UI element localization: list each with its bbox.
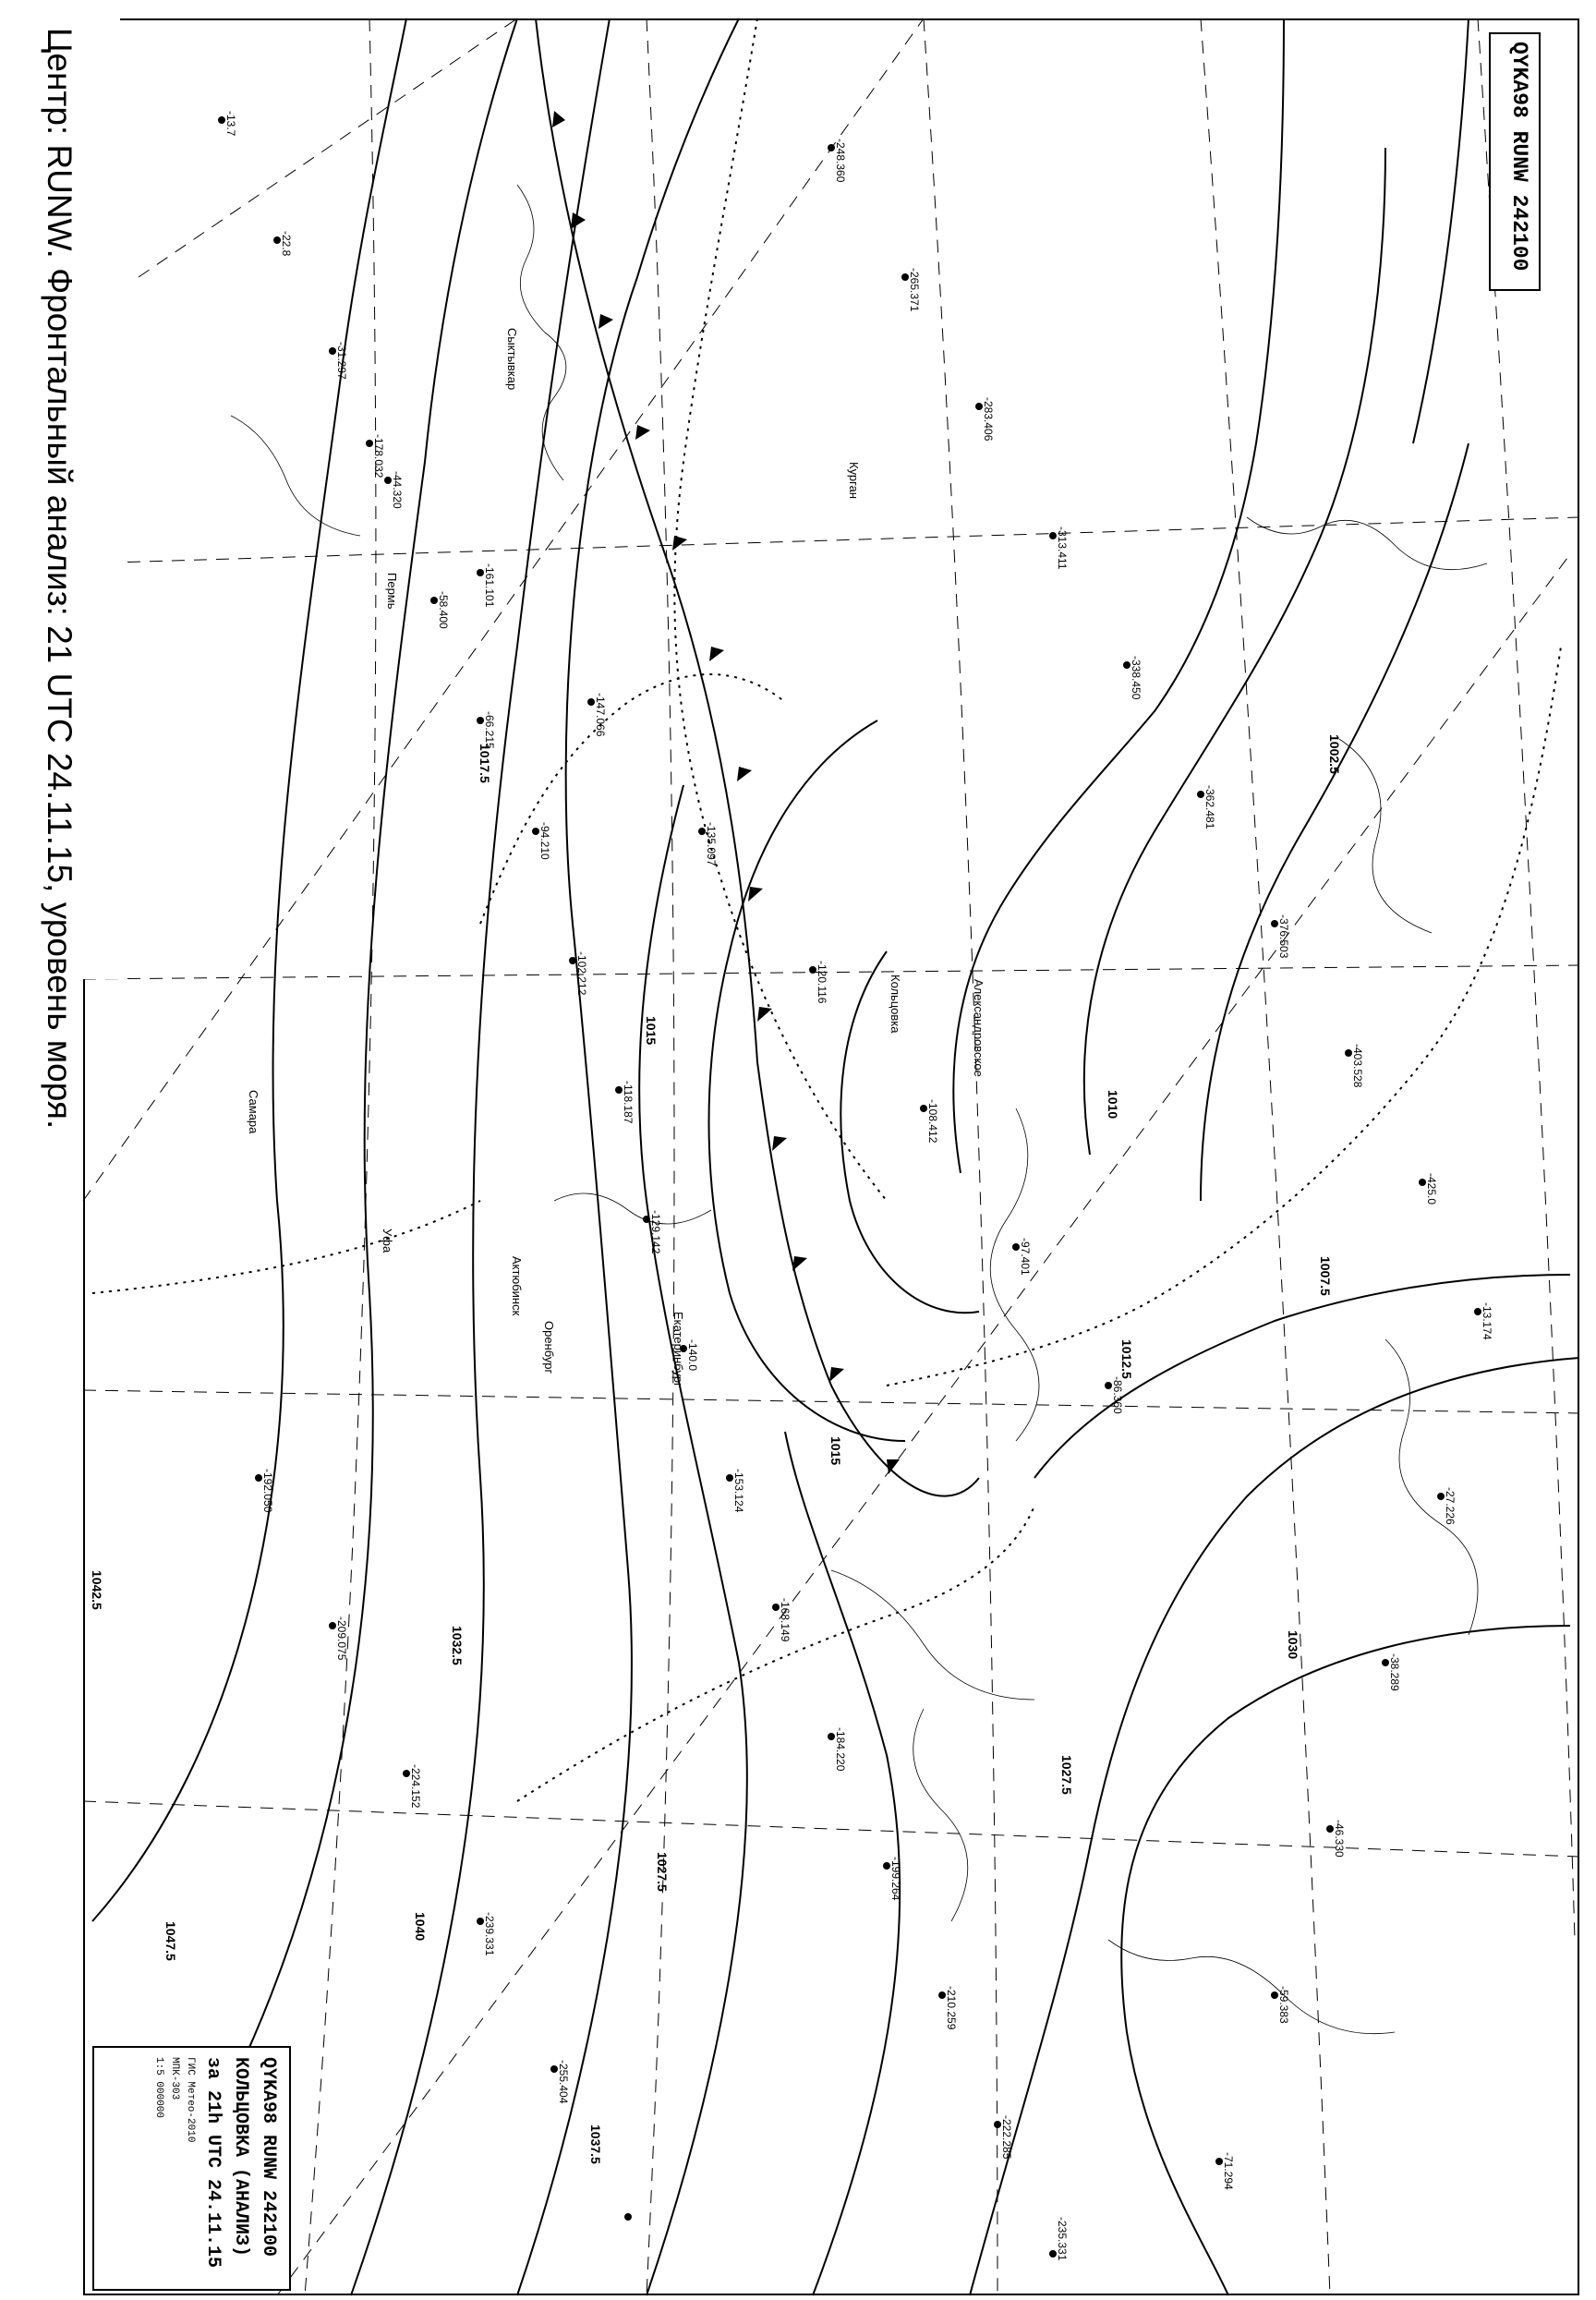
obs-value: -235.331 — [1056, 2217, 1069, 2261]
place-label: Сыктывкар — [505, 328, 519, 391]
obs-value: -362.481 — [1203, 785, 1216, 829]
obs-value: -184.220 — [834, 1727, 847, 1772]
obs-value: -239.331 — [483, 1912, 496, 1956]
obs-value: -59.383 — [1277, 1986, 1290, 2024]
obs-value: -135.097 — [705, 822, 718, 866]
obs-value: -210.259 — [945, 1986, 958, 2030]
isobar-label: 1010 — [1106, 1090, 1120, 1120]
obs-value: -108.412 — [926, 1099, 939, 1144]
obs-value: -46.330 — [1333, 1820, 1346, 1858]
obs-value: -376.503 — [1277, 914, 1290, 959]
isobar-label: 1015 — [828, 1436, 843, 1466]
map-frame — [83, 18, 1579, 2295]
obs-value: -31.297 — [335, 342, 348, 380]
obs-value: -13.7 — [224, 111, 237, 137]
isobar-label: 1017.5 — [478, 744, 492, 783]
header-code-box — [1489, 32, 1541, 291]
obs-value: -313.411 — [1056, 527, 1069, 570]
obs-value: -153.124 — [732, 1469, 745, 1513]
isobar-label: 1027.5 — [1059, 1755, 1074, 1795]
obs-value: -140.0 — [686, 1339, 699, 1372]
isobar-label: 1040 — [413, 1912, 428, 1942]
isobar-label: 1030 — [1286, 1630, 1300, 1660]
place-label: Курган — [847, 462, 861, 500]
isobar-label: 1027.5 — [655, 1852, 670, 1892]
obs-value: -192.050 — [261, 1469, 274, 1513]
place-label: Актюбинск — [510, 1256, 524, 1316]
isobar-label: 1037.5 — [588, 2124, 603, 2164]
obs-value: -102.212 — [575, 951, 588, 996]
obs-value: -161.101 — [483, 563, 496, 608]
obs-value: -118.187 — [622, 1081, 635, 1124]
obs-value: -94.210 — [538, 822, 551, 860]
isobar-label: 1047.5 — [163, 1921, 178, 1961]
place-label: Уфа — [381, 1229, 394, 1253]
obs-value: -403.528 — [1351, 1044, 1364, 1088]
legend-code: QYKA98 RUNW 242100 — [258, 2057, 279, 2258]
isobar-label: 1002.5 — [1327, 734, 1342, 774]
legend-software: ГИС Метео-2010 — [185, 2057, 196, 2143]
obs-value: -425.0 — [1425, 1173, 1438, 1205]
obs-value: -58.400 — [437, 591, 450, 629]
obs-value: -222.285 — [1000, 2115, 1013, 2160]
obs-value: -27.226 — [1444, 1487, 1457, 1525]
obs-value: -120.116 — [816, 961, 828, 1004]
header-code: QYKA98 RUNW 242100 — [1507, 42, 1531, 272]
legend-time: за 21h UTC 24.11.15 — [202, 2057, 224, 2269]
legend-system: МПК-303 — [169, 2057, 180, 2100]
isobar-label: 1007.5 — [1318, 1256, 1333, 1296]
place-label: Екатеринбург — [671, 1312, 685, 1387]
obs-value: -224.152 — [409, 1764, 422, 1809]
place-label: Оренбург — [542, 1321, 556, 1374]
obs-value: -66.215 — [483, 711, 496, 749]
isobar-label: 1012.5 — [1119, 1339, 1134, 1379]
obs-value: -209.075 — [335, 1616, 348, 1661]
obs-value: -38.289 — [1388, 1653, 1401, 1691]
legend-station: КОЛЬЦОВКА (АНАЛИЗ) — [230, 2057, 251, 2258]
obs-value: -147.066 — [594, 693, 607, 737]
map-title: Центр: RUNW. Фронтальный анализ: 21 UTC 24.11.15, уровень моря. — [41, 28, 79, 1130]
obs-value: -248.360 — [834, 139, 847, 183]
obs-value: -44.320 — [391, 471, 404, 509]
obs-value: -13.174 — [1481, 1302, 1493, 1340]
obs-value: -86.360 — [1111, 1376, 1124, 1414]
obs-value: -168.149 — [779, 1598, 792, 1642]
place-label: Самара — [247, 1090, 260, 1134]
place-label: Кольцовка — [889, 974, 902, 1034]
obs-value: -129.142 — [649, 1210, 662, 1254]
legend-box — [92, 2046, 291, 2291]
obs-value: -199.264 — [889, 1857, 902, 1901]
isobar-label: 1015 — [644, 1016, 659, 1046]
isobar-label: 1042.5 — [90, 1570, 104, 1610]
obs-value: -338.450 — [1130, 656, 1143, 700]
isobar-label: 1032.5 — [450, 1626, 465, 1665]
place-label: Александровское — [972, 979, 985, 1077]
obs-value: -178.032 — [372, 434, 385, 478]
obs-value: -255.404 — [557, 2060, 570, 2104]
obs-value: -283.406 — [982, 397, 995, 442]
obs-value: -22.8 — [280, 231, 293, 257]
obs-value: -71.294 — [1222, 2152, 1235, 2190]
place-label: Пермь — [385, 573, 399, 610]
obs-value: -265.371 — [908, 268, 921, 312]
legend-scale: 1:5 000000 — [153, 2057, 164, 2119]
obs-value: -97.401 — [1019, 1238, 1032, 1276]
